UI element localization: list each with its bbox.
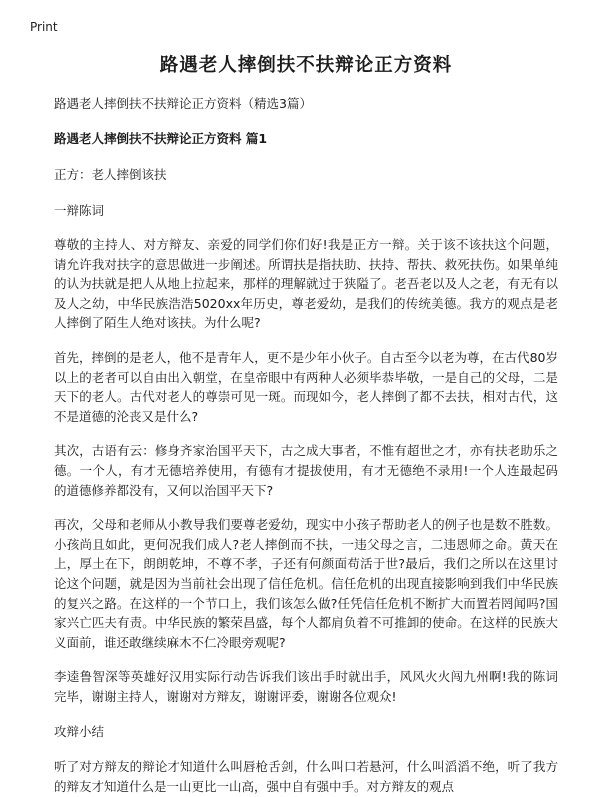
rebuttal-heading: 攻辩小结 bbox=[54, 724, 105, 740]
paragraph: 再次，父母和老师从小教导我们要尊老爱幼，现实中小孩子帮助老人的例子也是数不胜数。小孩尚且如此，更何况我们成人?老人摔倒而不扶，一违父母之言，二违恩师之命。黄天在上，厚土在下，朗朗乾坤，不尊不孝，子还有何颜面苟活于世?最后，我们之所以在这里讨论这个问题，就是因为当前社会出现了信任危机。信任危机的出现直接影响到我们中华民族的复兴之路。在这样的一个节口上，我们该怎么做?任凭信任危机不断扩大而置若罔闻吗?国家兴亡匹夫有责。中华民族的繁荣昌盛，每个人都肩负着不可推卸的使命。在这样的民族大义面前，谁还敢继续麻木不仁冷眼旁观呢? bbox=[54, 517, 558, 650]
paragraph: 首先，摔倒的是老人，他不是青年人，更不是少年小伙子。自古至今以老为尊，在古代80岁以上的老者可以自由出入朝堂，在皇帝眼中有两种人必须毕恭毕敬，一是自己的父母，二是天下的老人。古代对老人的尊崇可见一斑。而现如今，老人摔倒了都不去扶，相对古代，这不是道德的沦丧又是什么? bbox=[54, 349, 558, 424]
position-statement: 正方：老人摔倒该扶 bbox=[54, 167, 167, 182]
print-link[interactable]: Print bbox=[30, 20, 58, 34]
document-subtitle: 路遇老人摔倒扶不扶辩论正方资料（精选3篇） bbox=[54, 96, 312, 111]
document-title: 路遇老人摔倒扶不扶辩论正方资料 bbox=[159, 55, 453, 76]
document-body bbox=[54, 52, 558, 797]
paragraph: 李逵鲁智深等英雄好汉用实际行动告诉我们该出手时就出手，风风火火闯九州啊!我的陈词完毕，谢谢主持人，谢谢对方辩友，谢谢评委，谢谢各位观众! bbox=[54, 669, 558, 704]
debate-heading: 一辩陈词 bbox=[54, 203, 105, 218]
paragraph: 听了对方辩友的辩论才知道什么叫唇枪舌剑，什么叫口若悬河，什么叫滔滔不绝，听了我方的辩友才知道什么是一山更比一山高，强中自有强中手。对方辩友的观点 bbox=[54, 759, 558, 795]
section-heading: 路遇老人摔倒扶不扶辩论正方资料 篇1 bbox=[54, 131, 268, 146]
paragraph: 尊敬的主持人、对方辩友、亲爱的同学们你们好!我是正方一辩。关于该不该扶这个问题，请允许我对扶字的意思做进一步阐述。所谓扶是指扶助、扶持、帮扶、救死扶伤。如果单纯的认为扶就是把人从地上拉起来，那样的理解就过于狭隘了。老吾老以及人之老，有无有以及人之幼，中华民族浩浩5020xx年历史，尊老爱幼，是我们的传统美德。我方的观点是老人摔倒了陌生人绝对该扶。为什么呢? bbox=[54, 237, 558, 331]
paragraph: 其次，古语有云：修身齐家治国平天下，古之成大事者，不惟有超世之才，亦有扶老助乐之德。一个人，有才无德培养使用，有德有才提拔使用，有才无德绝不录用!一个人连最起码的道德修养都没有，又何以治国平天下? bbox=[54, 443, 558, 498]
